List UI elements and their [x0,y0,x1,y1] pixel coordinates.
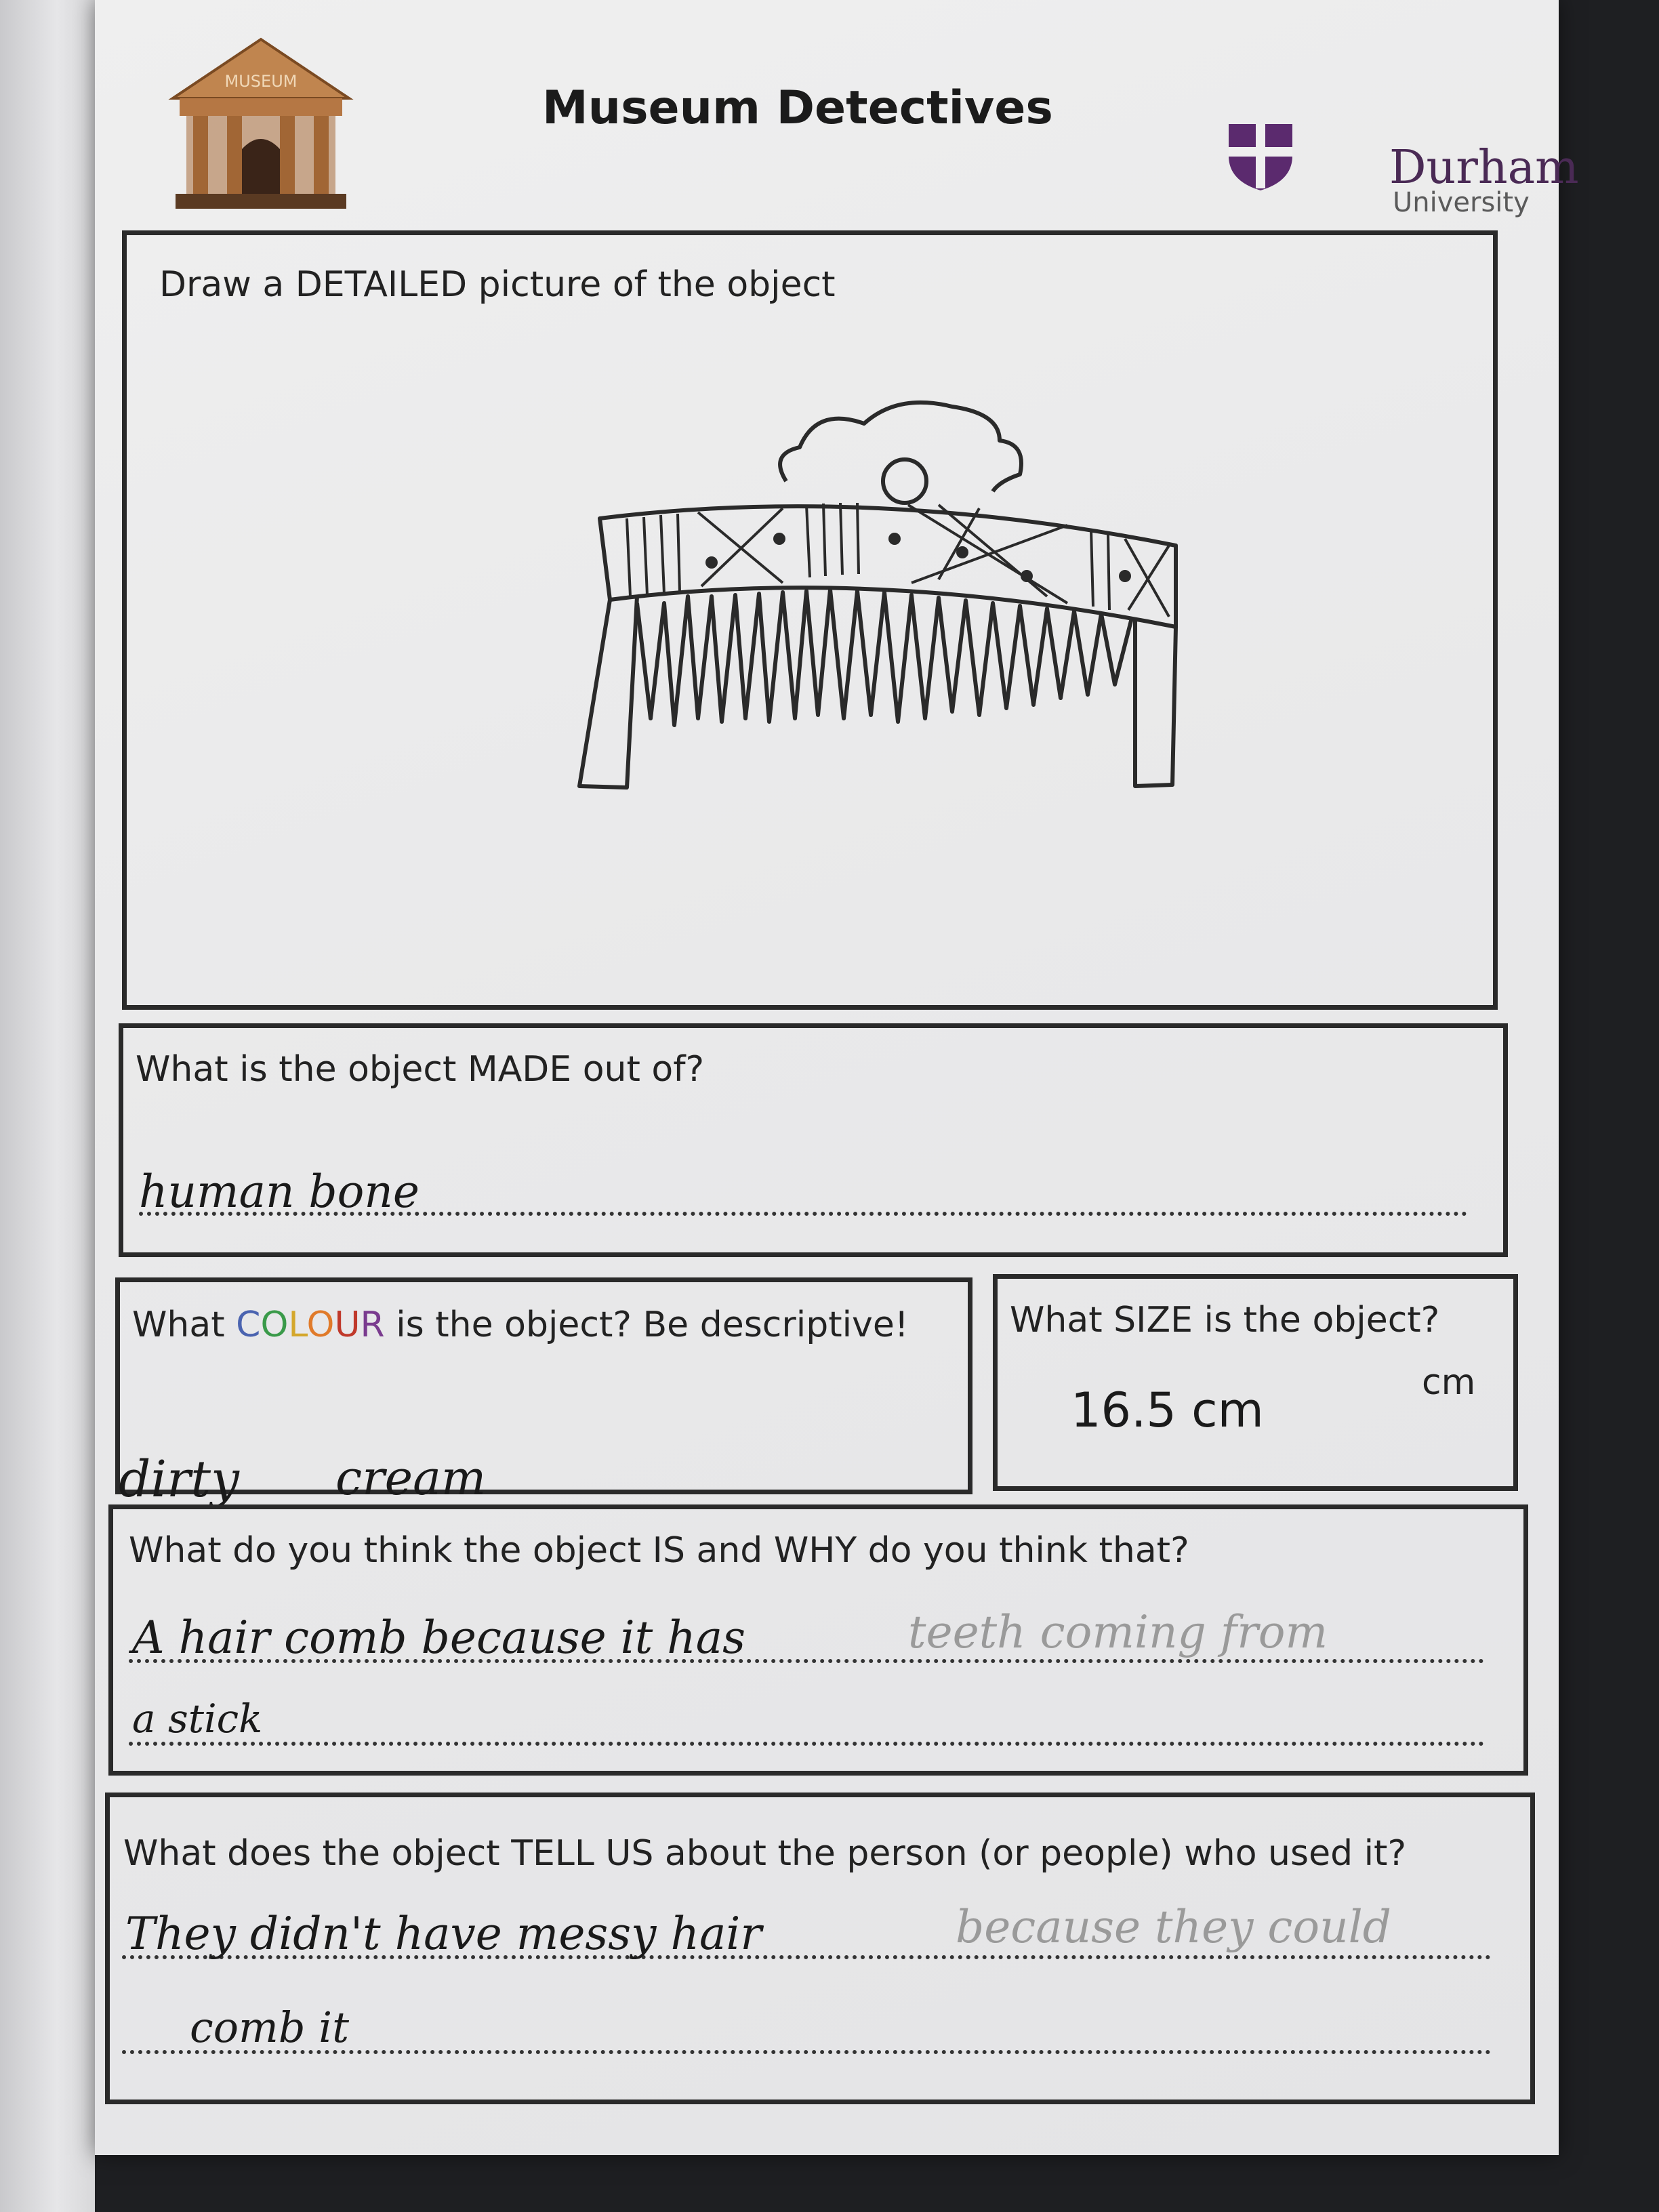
what-is-answer-1-faint: teeth coming from [908,1606,1328,1658]
university-subtitle: University [1393,187,1530,218]
drawing-prompt: Draw a DETAILED picture of the object [159,264,836,305]
svg-text:MUSEUM: MUSEUM [224,72,298,91]
colour-question: What COLOUR is the object? Be descriptive! [132,1305,909,1345]
what-is-answer-2: a stick [132,1696,263,1742]
comb-sketch [464,380,1298,800]
what-is-question: What do you think the object IS and WHY do you think that? [129,1530,1189,1571]
made-of-answer: human bone [139,1166,419,1218]
tell-us-answer-1: They didn't have messy hair [125,1908,762,1960]
tell-us-answer-1-faint: because they could [956,1901,1391,1953]
university-name: Durham [1389,141,1579,194]
page-title: Museum Detectives [542,81,1053,135]
what-is-answer-1: A hair comb because it has [132,1612,746,1664]
tell-us-question: What does the object TELL US about the person (or people) who used it? [123,1833,1407,1874]
colour-answer-word-1: dirty [119,1450,239,1509]
worksheet [95,0,1579,2155]
size-answer: 16.5 cm [1071,1382,1264,1438]
colour-answer-word-2: cream [335,1450,487,1506]
size-unit: cm [1422,1362,1476,1403]
left-page-edge [0,0,95,2212]
made-of-question: What is the object MADE out of? [136,1049,705,1090]
tell-us-answer-2: comb it [190,2003,349,2052]
what-is-line-2 [129,1742,1484,1746]
durham-crest-icon [1223,119,1298,193]
museum-icon [166,34,356,217]
size-question: What SIZE is the object? [1010,1300,1440,1340]
